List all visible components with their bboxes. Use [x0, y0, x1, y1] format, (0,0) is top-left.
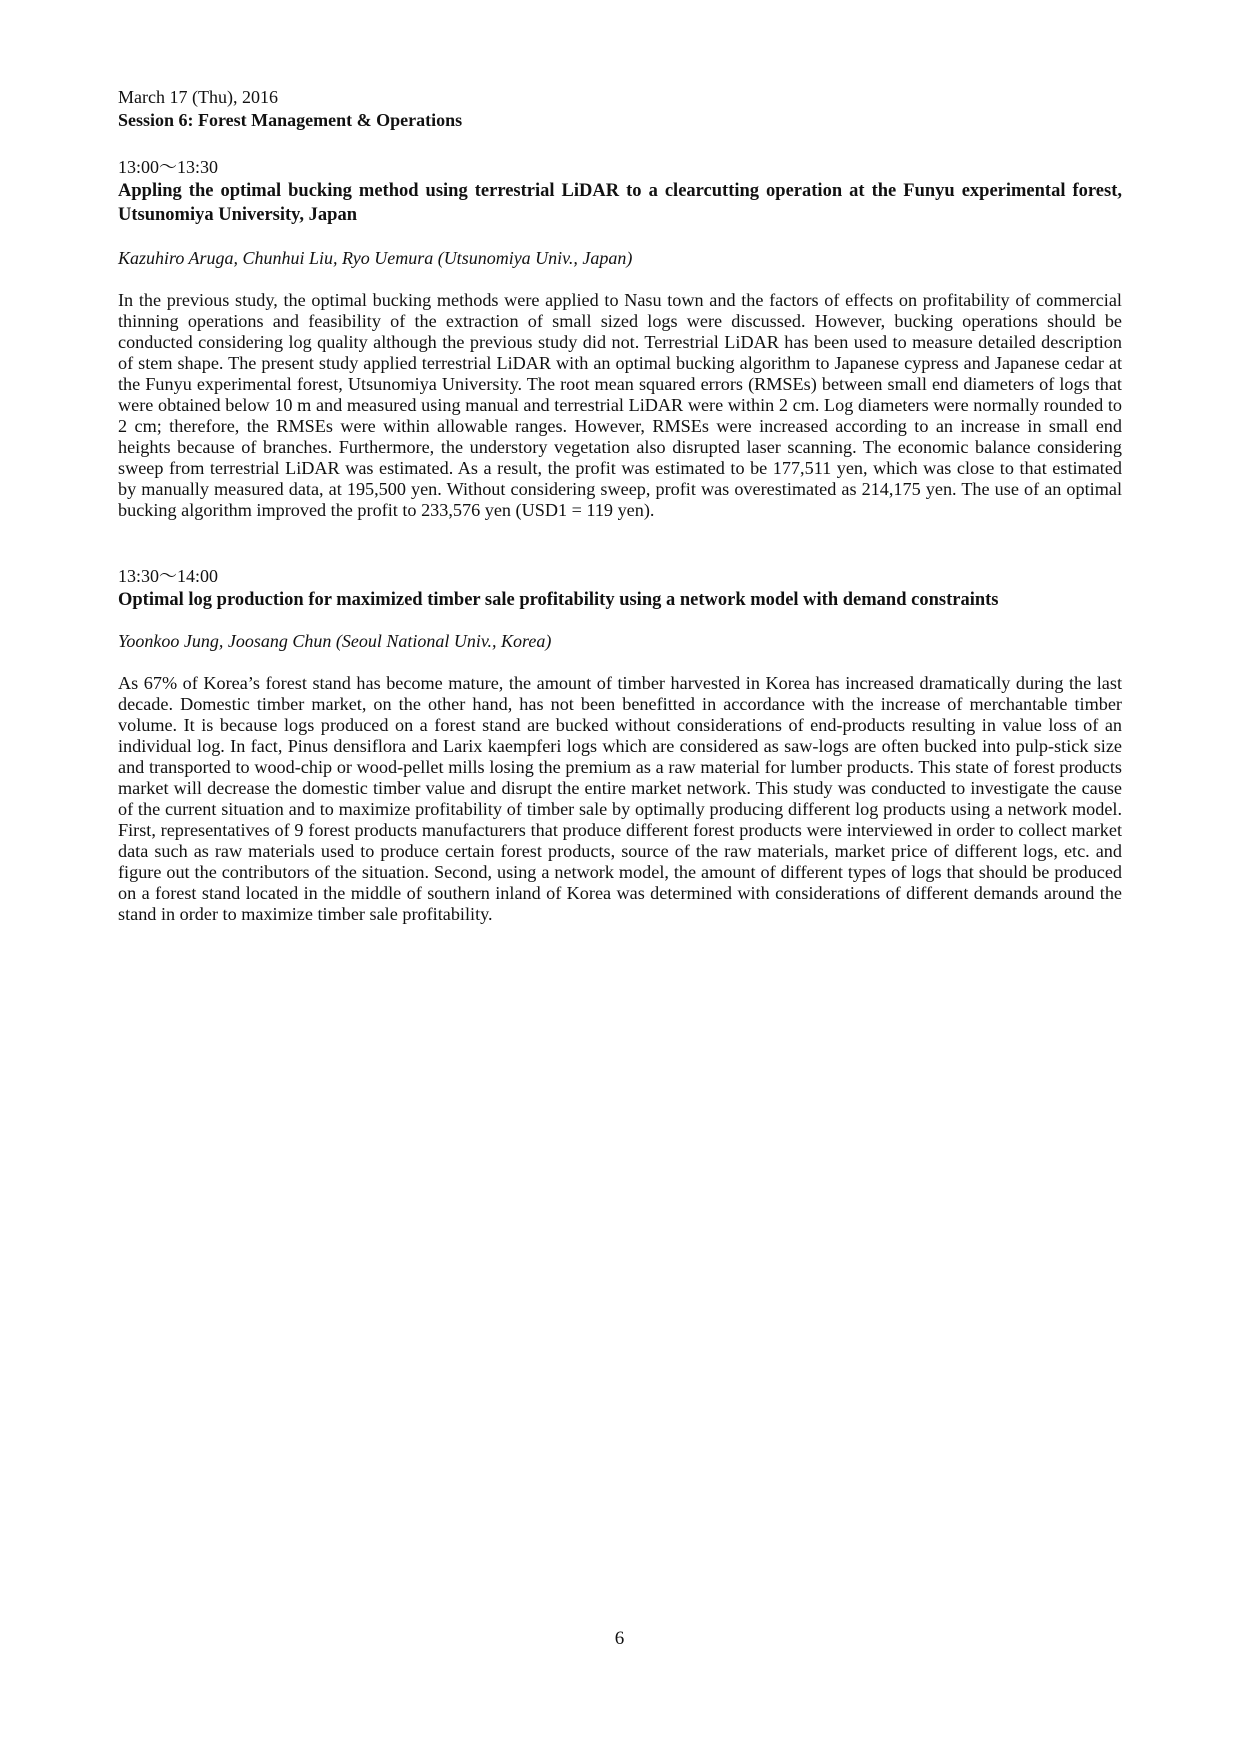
- session-title: Session 6: Forest Management & Operations: [118, 110, 463, 130]
- talk-title: Appling the optimal bucking method using terrestrial LiDAR to a clearcutting operation at the Funyu experimental forest, Utsunomiya University, Japan: [118, 181, 1122, 225]
- page-number: 6: [614, 1628, 625, 1649]
- talk-1: [118, 156, 1122, 521]
- talk-authors: Kazuhiro Aruga, Chunhui Liu, Ryo Uemura (Utsunomiya Univ., Japan): [118, 248, 633, 268]
- talk-authors: Yoonkoo Jung, Joosang Chun (Seoul National Univ., Korea): [118, 631, 552, 651]
- talk-time: 13:00～13:30: [118, 157, 219, 177]
- talk-time: 13:30～14:00: [118, 566, 219, 586]
- document-page: [118, 86, 1122, 925]
- talk-abstract: In the previous study, the optimal bucking methods were applied to Nasu town and the factors of effects on profitability of commercial thinning operations and feasibility of the extraction of small sized logs were discussed. However, bucking operations should be conducted considering log quality although the previous study did not. Terrestrial LiDAR has been used to measure detailed description of stem shape. The present study applied terrestrial LiDAR with an optimal bucking algorithm to Japanese cypress and Japanese cedar at the Funyu experimental forest, Utsunomiya University. The root mean squared errors (RMSEs) between small end diameters of logs that were obtained below 10 m and measured using manual and terrestrial LiDAR were within 2 cm. Log diameters were normally rounded to 2 cm; therefore, the RMSEs were within allowable ranges. However, RMSEs were increased according to an increase in small end heights because of branches. Furthermore, the understory vegetation also disrupted laser scanning. The economic balance considering sweep from terrestrial LiDAR was estimated. As a result, the profit was estimated to be 177,511 yen, which was close to that estimated by manually measured data, at 195,500 yen. Without considering sweep, profit was overestimated as 214,175 yen. The use of an optimal bucking algorithm improved the profit to 233,576 yen (USD1 = 119 yen).: [118, 290, 1122, 520]
- talk-abstract: As 67% of Korea’s forest stand has become mature, the amount of timber harvested in Korea has increased dramatically during the last decade. Domestic timber market, on the other hand, has not been benefitted in accordance with the increase of merchantable timber volume. It is because logs produced on a forest stand are bucked without considerations of end-products resulting in value loss of an individual log. In fact, Pinus densiflora and Larix kaempferi logs which are considered as saw-logs are often bucked into pulp-stick size and transported to wood-chip or wood-pellet mills losing the premium as a raw material for lumber products. This state of forest products market will decrease the domestic timber value and disrupt the entire market network. This study was conducted to investigate the cause of the current situation and to maximize profitability of timber sale by optimally producing different log products using a network model. First, representatives of 9 forest products manufacturers that produce different forest products were interviewed in order to collect market data such as raw materials used to produce certain forest products, source of the raw materials, market price of different logs, etc. and figure out the contributors of the situation. Second, using a network model, the amount of different types of logs that should be produced on a forest stand located in the middle of southern inland of Korea was determined with considerations of different demands around the stand in order to maximize timber sale profitability.: [118, 673, 1122, 924]
- session-date: March 17 (Thu), 2016: [118, 87, 278, 107]
- talk-title: Optimal log production for maximized timber sale profitability using a network model with demand constraints: [118, 590, 999, 610]
- talk-2: [118, 565, 1122, 925]
